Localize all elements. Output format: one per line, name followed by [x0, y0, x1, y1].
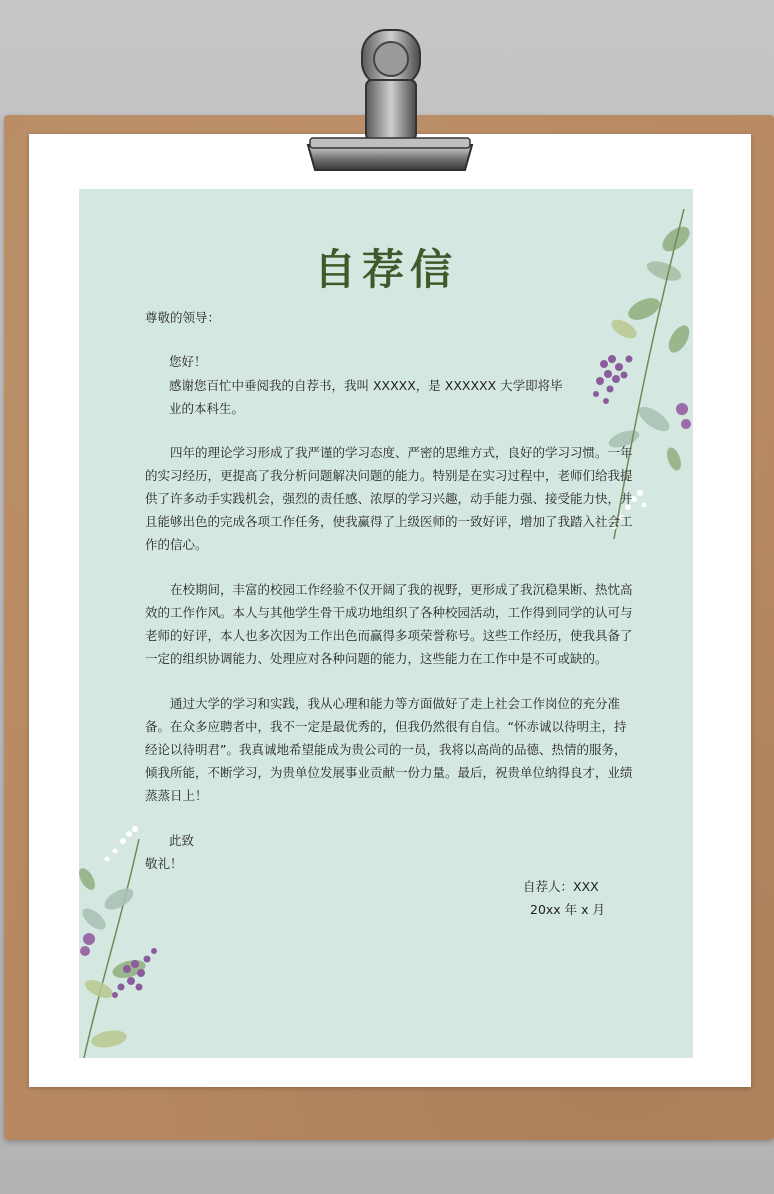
closing-line: 此致 [169, 833, 195, 848]
binder-clip-icon [300, 20, 480, 180]
body-paragraph: 通过大学的学习和实践，我从心理和能力等方面做好了走上社会工作岗位的充分准备。在众多应聘者中，我不一定是最优秀的，但我仍然很有自信。“怀赤诚以待明主，持经论以待明君”。我真诚地希望能成为贵公司的一员，我将以高尚的品德、热情的服务，倾我所能，不断学习，为贵单位发展事业贡献一份力量。最后，祝贵单位纳得良才，业绩蒸蒸日上！ [145, 696, 633, 803]
letter-date: 20xx 年 x 月 [530, 902, 606, 917]
salutation: 尊敬的领导： [145, 310, 221, 325]
closing-line: 敬礼！ [145, 856, 183, 871]
intro-paragraph: 感谢您百忙中垂阅我的自荐书，我叫 XXXXX，是 XXXXXX 大学即将毕业的本科生。 [169, 378, 563, 416]
body-paragraph: 四年的理论学习形成了我严谨的学习态度、严密的思维方式，良好的学习习惯。一年的实习经历，更提高了我分析问题解决问题的能力。特别是在实习过程中，老师们给我提供了许多动手实践机会，强烈的责任感、浓厚的学习兴趣，动手能力强、接受能力快，并且能够出色的完成各项工作任务，使我赢得了上级医师的一致好评，增加了我踏入社会工作的信心。 [145, 445, 633, 552]
letter-body [79, 189, 693, 1058]
letter-title: 自荐信 [313, 245, 458, 294]
body-paragraph: 在校期间，丰富的校园工作经验不仅开阔了我的视野，更形成了我沉稳果断、热忱高效的工作作风。本人与其他学生骨干成功地组织了各种校园活动，工作得到同学的认可与老师的好评，本人也多次因为工作出色而赢得多项荣誉称号。这些工作经历，使我具备了一定的组织协调能力、处理应对各种问题的能力，这些能力在工作中是不可或缺的。 [145, 582, 633, 666]
greeting: 您好！ [169, 354, 207, 369]
signature: 自荐人：XXX [523, 879, 599, 894]
